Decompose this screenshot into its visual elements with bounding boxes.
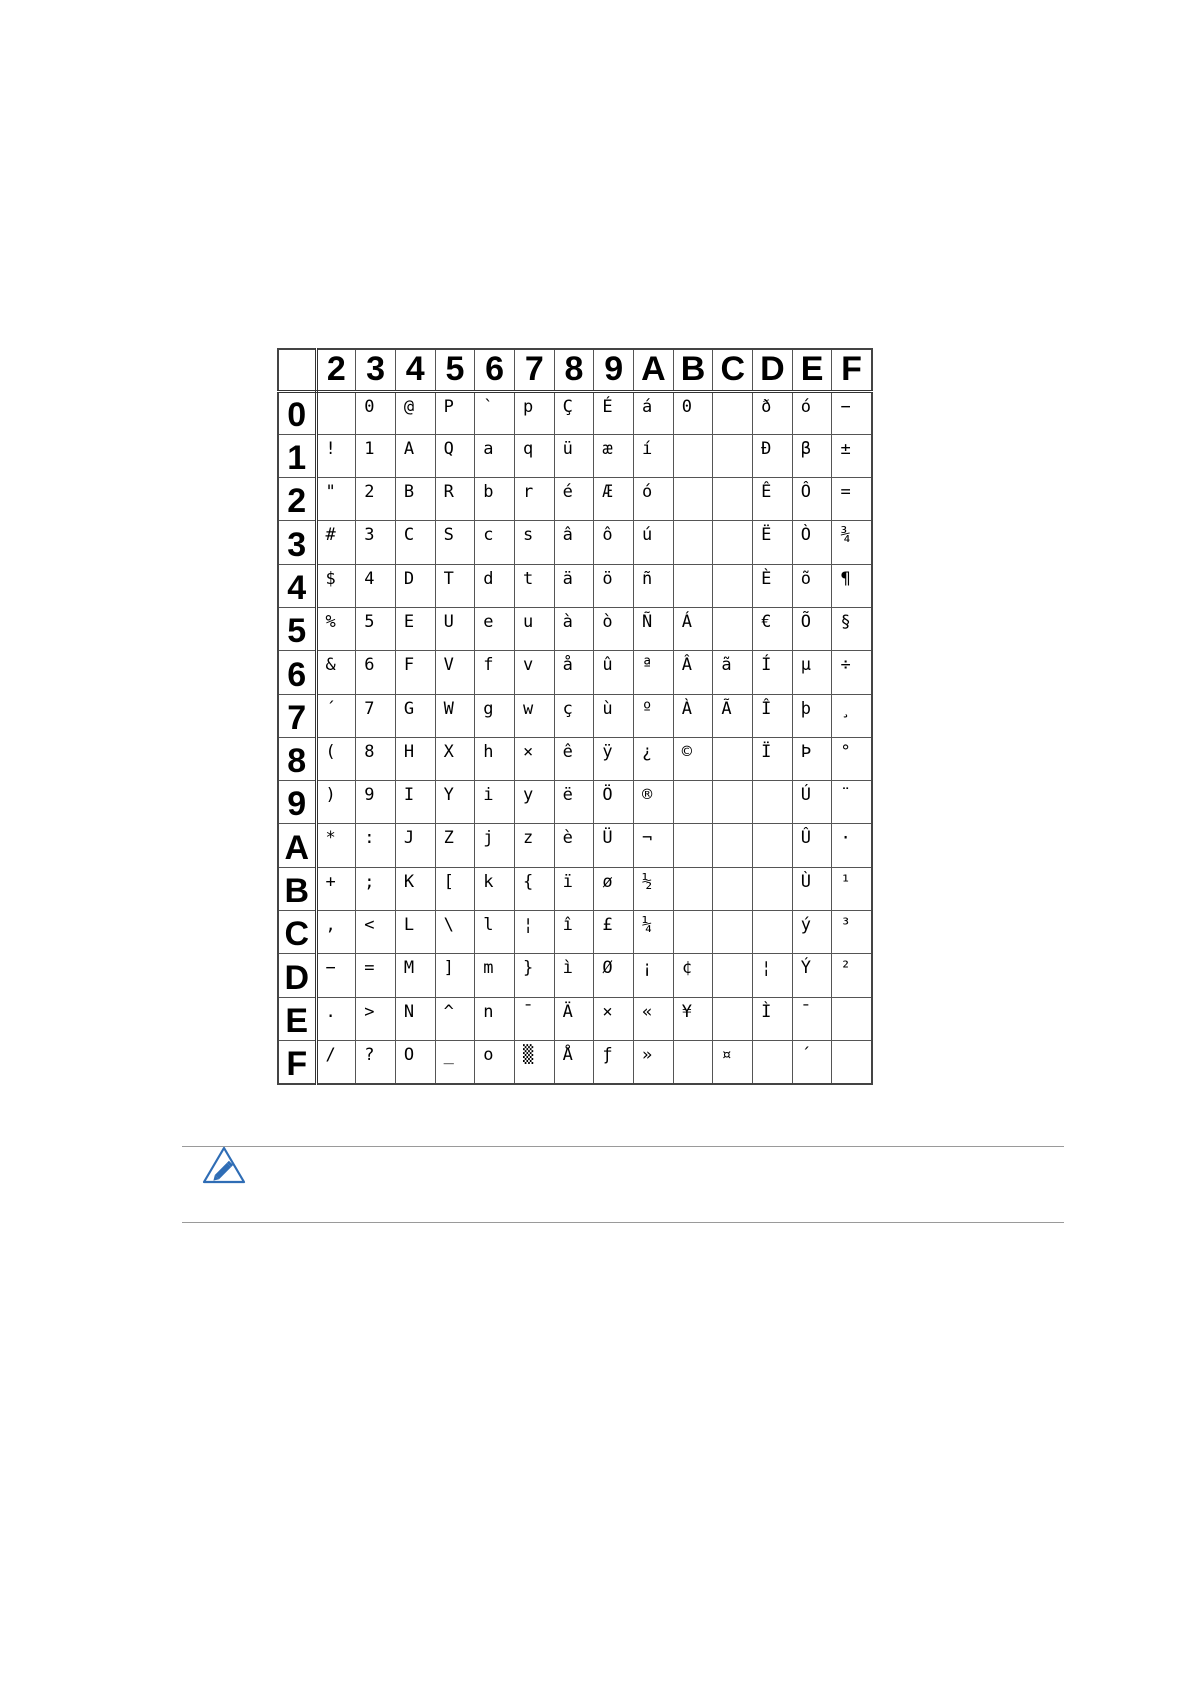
table-cell: û bbox=[594, 651, 634, 694]
table-cell: õ bbox=[792, 564, 832, 607]
table-cell: 7 bbox=[356, 694, 396, 737]
table-cell: y bbox=[514, 781, 554, 824]
table-cell bbox=[713, 737, 753, 780]
table-cell bbox=[753, 824, 793, 867]
table-cell: 8 bbox=[356, 737, 396, 780]
table-cell: w bbox=[514, 694, 554, 737]
table-cell: ¸ bbox=[832, 694, 872, 737]
table-cell: Ì bbox=[753, 997, 793, 1040]
table-cell: µ bbox=[792, 651, 832, 694]
table-row bbox=[278, 694, 872, 737]
table-cell: ú bbox=[634, 521, 674, 564]
table-cell: » bbox=[634, 1040, 674, 1083]
table-cell: À bbox=[673, 694, 713, 737]
table-cell: { bbox=[514, 867, 554, 910]
table-cell: Æ bbox=[594, 478, 634, 521]
table-row bbox=[278, 867, 872, 910]
table-cell: = bbox=[832, 478, 872, 521]
table-cell: Đ bbox=[753, 434, 793, 477]
table-cell: q bbox=[514, 434, 554, 477]
table-cell: & bbox=[316, 651, 356, 694]
row-header-5: 5 bbox=[278, 607, 316, 650]
table-cell: d bbox=[475, 564, 515, 607]
table-cell: / bbox=[316, 1040, 356, 1083]
table-cell bbox=[713, 997, 753, 1040]
table-cell: A bbox=[395, 434, 435, 477]
table-cell: ð bbox=[753, 391, 793, 434]
table-cell: 0 bbox=[673, 391, 713, 434]
row-header-2: 2 bbox=[278, 478, 316, 521]
table-cell: a bbox=[475, 434, 515, 477]
table-cell: ¨ bbox=[832, 781, 872, 824]
table-cell: E bbox=[395, 607, 435, 650]
table-cell: ê bbox=[554, 737, 594, 780]
column-header-2: 2 bbox=[316, 349, 356, 391]
table-cell: e bbox=[475, 607, 515, 650]
table-cell: ¦ bbox=[514, 911, 554, 954]
table-cell: Õ bbox=[792, 607, 832, 650]
row-header-a: A bbox=[278, 824, 316, 867]
table-cell: l bbox=[475, 911, 515, 954]
table-row bbox=[278, 911, 872, 954]
table-cell bbox=[753, 781, 793, 824]
table-cell: U bbox=[435, 607, 475, 650]
table-cell: n bbox=[475, 997, 515, 1040]
table-cell bbox=[673, 824, 713, 867]
table-cell: ü bbox=[554, 434, 594, 477]
table-cell: T bbox=[435, 564, 475, 607]
table-cell: k bbox=[475, 867, 515, 910]
table-cell: ¹ bbox=[832, 867, 872, 910]
table-cell bbox=[673, 564, 713, 607]
table-cell: ½ bbox=[634, 867, 674, 910]
table-cell: ù bbox=[594, 694, 634, 737]
row-header-c: C bbox=[278, 911, 316, 954]
table-cell: M bbox=[395, 954, 435, 997]
note-top-rule bbox=[182, 1146, 1064, 1147]
table-cell: ƒ bbox=[594, 1040, 634, 1083]
pencil-note-icon bbox=[202, 1146, 246, 1186]
table-cell bbox=[673, 867, 713, 910]
table-cell: s bbox=[514, 521, 554, 564]
table-cell: ø bbox=[594, 867, 634, 910]
table-cell: « bbox=[634, 997, 674, 1040]
table-cell: ¬ bbox=[634, 824, 674, 867]
column-header-6: 6 bbox=[475, 349, 515, 391]
table-cell: g bbox=[475, 694, 515, 737]
table-cell: p bbox=[514, 391, 554, 434]
table-cell: : bbox=[356, 824, 396, 867]
column-header-d: D bbox=[753, 349, 793, 391]
table-cell: 5 bbox=[356, 607, 396, 650]
table-cell: € bbox=[753, 607, 793, 650]
table-cell: N bbox=[395, 997, 435, 1040]
table-cell bbox=[832, 997, 872, 1040]
table-cell: 2 bbox=[356, 478, 396, 521]
table-row bbox=[278, 521, 872, 564]
table-cell: · bbox=[832, 824, 872, 867]
table-cell: c bbox=[475, 521, 515, 564]
table-cell: v bbox=[514, 651, 554, 694]
table-cell: Á bbox=[673, 607, 713, 650]
table-cell: H bbox=[395, 737, 435, 780]
table-cell bbox=[753, 867, 793, 910]
table-cell: © bbox=[673, 737, 713, 780]
table-cell bbox=[713, 781, 753, 824]
table-cell: L bbox=[395, 911, 435, 954]
table-cell: ¥ bbox=[673, 997, 713, 1040]
table-cell: R bbox=[435, 478, 475, 521]
table-cell: î bbox=[554, 911, 594, 954]
table-cell: å bbox=[554, 651, 594, 694]
table-cell: − bbox=[832, 391, 872, 434]
table-cell: r bbox=[514, 478, 554, 521]
table-cell: 3 bbox=[356, 521, 396, 564]
table-cell: 6 bbox=[356, 651, 396, 694]
table-cell bbox=[713, 824, 753, 867]
table-cell: _ bbox=[435, 1040, 475, 1083]
column-header-b: B bbox=[673, 349, 713, 391]
table-cell: ñ bbox=[634, 564, 674, 607]
column-header-7: 7 bbox=[514, 349, 554, 391]
table-cell: ( bbox=[316, 737, 356, 780]
row-header-0: 0 bbox=[278, 391, 316, 434]
table-cell: C bbox=[395, 521, 435, 564]
table-cell: à bbox=[554, 607, 594, 650]
table-cell: ▒ bbox=[514, 1040, 554, 1083]
table-cell: ¢ bbox=[673, 954, 713, 997]
table-cell: ¯ bbox=[792, 997, 832, 1040]
table-cell: 9 bbox=[356, 781, 396, 824]
table-cell bbox=[713, 954, 753, 997]
row-header-e: E bbox=[278, 997, 316, 1040]
table-cell bbox=[713, 867, 753, 910]
table-cell: ô bbox=[594, 521, 634, 564]
table-cell: Ø bbox=[594, 954, 634, 997]
table-cell: á bbox=[634, 391, 674, 434]
corner-cell bbox=[278, 349, 316, 391]
table-cell: $ bbox=[316, 564, 356, 607]
table-cell: ª bbox=[634, 651, 674, 694]
table-cell: º bbox=[634, 694, 674, 737]
table-cell: ó bbox=[792, 391, 832, 434]
row-header-7: 7 bbox=[278, 694, 316, 737]
table-cell: − bbox=[316, 954, 356, 997]
table-cell: Ç bbox=[554, 391, 594, 434]
row-header-1: 1 bbox=[278, 434, 316, 477]
table-cell: Ã bbox=[713, 694, 753, 737]
table-cell: Þ bbox=[792, 737, 832, 780]
table-cell bbox=[673, 478, 713, 521]
table-row bbox=[278, 1040, 872, 1083]
table-cell: Ü bbox=[594, 824, 634, 867]
table-cell: Ê bbox=[753, 478, 793, 521]
table-cell: = bbox=[356, 954, 396, 997]
table-cell: ÷ bbox=[832, 651, 872, 694]
table-cell: P bbox=[435, 391, 475, 434]
table-row bbox=[278, 997, 872, 1040]
table-cell: β bbox=[792, 434, 832, 477]
row-header-3: 3 bbox=[278, 521, 316, 564]
table-cell: ´ bbox=[316, 694, 356, 737]
row-header-d: D bbox=[278, 954, 316, 997]
note-bottom-rule bbox=[182, 1222, 1064, 1223]
table-cell: ) bbox=[316, 781, 356, 824]
table-cell: j bbox=[475, 824, 515, 867]
table-cell: í bbox=[634, 434, 674, 477]
column-header-3: 3 bbox=[356, 349, 396, 391]
table-cell: V bbox=[435, 651, 475, 694]
table-cell bbox=[713, 391, 753, 434]
table-row bbox=[278, 478, 872, 521]
table-cell: Ñ bbox=[634, 607, 674, 650]
table-cell bbox=[673, 521, 713, 564]
table-cell: ¯ bbox=[514, 997, 554, 1040]
table-cell: Ò bbox=[792, 521, 832, 564]
table-cell: ¼ bbox=[634, 911, 674, 954]
row-header-4: 4 bbox=[278, 564, 316, 607]
character-code-table bbox=[277, 348, 873, 1085]
table-cell bbox=[713, 434, 753, 477]
table-cell: h bbox=[475, 737, 515, 780]
table-cell: ° bbox=[832, 737, 872, 780]
table-cell: ï bbox=[554, 867, 594, 910]
column-header-c: C bbox=[713, 349, 753, 391]
table-row bbox=[278, 391, 872, 434]
column-header-8: 8 bbox=[554, 349, 594, 391]
table-cell: F bbox=[395, 651, 435, 694]
table-cell: u bbox=[514, 607, 554, 650]
table-cell: Ä bbox=[554, 997, 594, 1040]
table-cell bbox=[673, 1040, 713, 1083]
row-header-9: 9 bbox=[278, 781, 316, 824]
table-cell bbox=[673, 911, 713, 954]
table-cell: Ë bbox=[753, 521, 793, 564]
table-cell: G bbox=[395, 694, 435, 737]
table-cell: æ bbox=[594, 434, 634, 477]
table-cell: ¤ bbox=[713, 1040, 753, 1083]
table-cell: [ bbox=[435, 867, 475, 910]
table-row bbox=[278, 954, 872, 997]
table-cell: i bbox=[475, 781, 515, 824]
table-cell: 1 bbox=[356, 434, 396, 477]
table-cell: ë bbox=[554, 781, 594, 824]
table-cell: 4 bbox=[356, 564, 396, 607]
table-cell: ä bbox=[554, 564, 594, 607]
table-cell: ¶ bbox=[832, 564, 872, 607]
table-cell: Q bbox=[435, 434, 475, 477]
table-cell: ç bbox=[554, 694, 594, 737]
table-cell: Ô bbox=[792, 478, 832, 521]
table-cell: # bbox=[316, 521, 356, 564]
row-header-f: F bbox=[278, 1040, 316, 1083]
table-cell: < bbox=[356, 911, 396, 954]
table-cell: ^ bbox=[435, 997, 475, 1040]
table-cell: J bbox=[395, 824, 435, 867]
table-cell: Ï bbox=[753, 737, 793, 780]
table-cell: 0 bbox=[356, 391, 396, 434]
table-cell: . bbox=[316, 997, 356, 1040]
table-cell bbox=[832, 1040, 872, 1083]
table-row bbox=[278, 607, 872, 650]
table-cell bbox=[713, 911, 753, 954]
table-cell: × bbox=[594, 997, 634, 1040]
table-cell: ! bbox=[316, 434, 356, 477]
table-cell: , bbox=[316, 911, 356, 954]
table-cell: " bbox=[316, 478, 356, 521]
table-cell: ì bbox=[554, 954, 594, 997]
table-cell: m bbox=[475, 954, 515, 997]
table-cell bbox=[713, 607, 753, 650]
table-cell: ¦ bbox=[753, 954, 793, 997]
table-cell: ` bbox=[475, 391, 515, 434]
table-cell: Å bbox=[554, 1040, 594, 1083]
table-cell: % bbox=[316, 607, 356, 650]
table-cell: £ bbox=[594, 911, 634, 954]
table-cell: ³ bbox=[832, 911, 872, 954]
table-cell bbox=[753, 911, 793, 954]
table-cell: } bbox=[514, 954, 554, 997]
column-header-5: 5 bbox=[435, 349, 475, 391]
table-cell bbox=[713, 564, 753, 607]
table-row bbox=[278, 564, 872, 607]
table-cell: ö bbox=[594, 564, 634, 607]
table-cell: ó bbox=[634, 478, 674, 521]
table-cell: b bbox=[475, 478, 515, 521]
table-cell: * bbox=[316, 824, 356, 867]
table-cell bbox=[673, 781, 713, 824]
table-cell: Û bbox=[792, 824, 832, 867]
table-cell: Â bbox=[673, 651, 713, 694]
table-row bbox=[278, 434, 872, 477]
table-cell: ý bbox=[792, 911, 832, 954]
table-cell: ² bbox=[832, 954, 872, 997]
table-cell: ] bbox=[435, 954, 475, 997]
table-cell: ; bbox=[356, 867, 396, 910]
table-cell: ® bbox=[634, 781, 674, 824]
table-cell bbox=[673, 434, 713, 477]
table-cell: ? bbox=[356, 1040, 396, 1083]
table-cell: É bbox=[594, 391, 634, 434]
table-cell: Ö bbox=[594, 781, 634, 824]
table-cell: Ù bbox=[792, 867, 832, 910]
table-cell: Ú bbox=[792, 781, 832, 824]
table-row bbox=[278, 737, 872, 780]
table-cell: Í bbox=[753, 651, 793, 694]
table-cell bbox=[753, 1040, 793, 1083]
table-cell: K bbox=[395, 867, 435, 910]
table-cell: I bbox=[395, 781, 435, 824]
table-cell: ò bbox=[594, 607, 634, 650]
table-cell: @ bbox=[395, 391, 435, 434]
table-cell: ± bbox=[832, 434, 872, 477]
table-cell: ¿ bbox=[634, 737, 674, 780]
table-cell: þ bbox=[792, 694, 832, 737]
column-header-row bbox=[278, 349, 872, 391]
table-cell: t bbox=[514, 564, 554, 607]
table-cell: S bbox=[435, 521, 475, 564]
table-row bbox=[278, 781, 872, 824]
table-cell bbox=[713, 521, 753, 564]
column-header-9: 9 bbox=[594, 349, 634, 391]
table-cell: ÿ bbox=[594, 737, 634, 780]
table-cell: ´ bbox=[792, 1040, 832, 1083]
table-cell bbox=[713, 478, 753, 521]
table-row bbox=[278, 651, 872, 694]
row-header-b: B bbox=[278, 867, 316, 910]
table-cell: ¡ bbox=[634, 954, 674, 997]
table-cell bbox=[316, 391, 356, 434]
table-cell: B bbox=[395, 478, 435, 521]
table-cell: é bbox=[554, 478, 594, 521]
table-cell: z bbox=[514, 824, 554, 867]
table-cell: O bbox=[395, 1040, 435, 1083]
table-cell: o bbox=[475, 1040, 515, 1083]
table-cell: \ bbox=[435, 911, 475, 954]
row-header-8: 8 bbox=[278, 737, 316, 780]
table-cell: Ý bbox=[792, 954, 832, 997]
table-cell: f bbox=[475, 651, 515, 694]
table-cell: § bbox=[832, 607, 872, 650]
table-cell: X bbox=[435, 737, 475, 780]
table-cell: Z bbox=[435, 824, 475, 867]
table-cell: ã bbox=[713, 651, 753, 694]
table-cell: × bbox=[514, 737, 554, 780]
column-header-e: E bbox=[792, 349, 832, 391]
table-cell: È bbox=[753, 564, 793, 607]
column-header-a: A bbox=[634, 349, 674, 391]
table-cell: D bbox=[395, 564, 435, 607]
table-cell: ¾ bbox=[832, 521, 872, 564]
column-header-f: F bbox=[832, 349, 872, 391]
table-cell: â bbox=[554, 521, 594, 564]
table-cell: W bbox=[435, 694, 475, 737]
table-cell: + bbox=[316, 867, 356, 910]
row-header-6: 6 bbox=[278, 651, 316, 694]
table-cell: è bbox=[554, 824, 594, 867]
table-cell: > bbox=[356, 997, 396, 1040]
table-row bbox=[278, 824, 872, 867]
table-cell: Î bbox=[753, 694, 793, 737]
column-header-4: 4 bbox=[395, 349, 435, 391]
table-cell: Y bbox=[435, 781, 475, 824]
